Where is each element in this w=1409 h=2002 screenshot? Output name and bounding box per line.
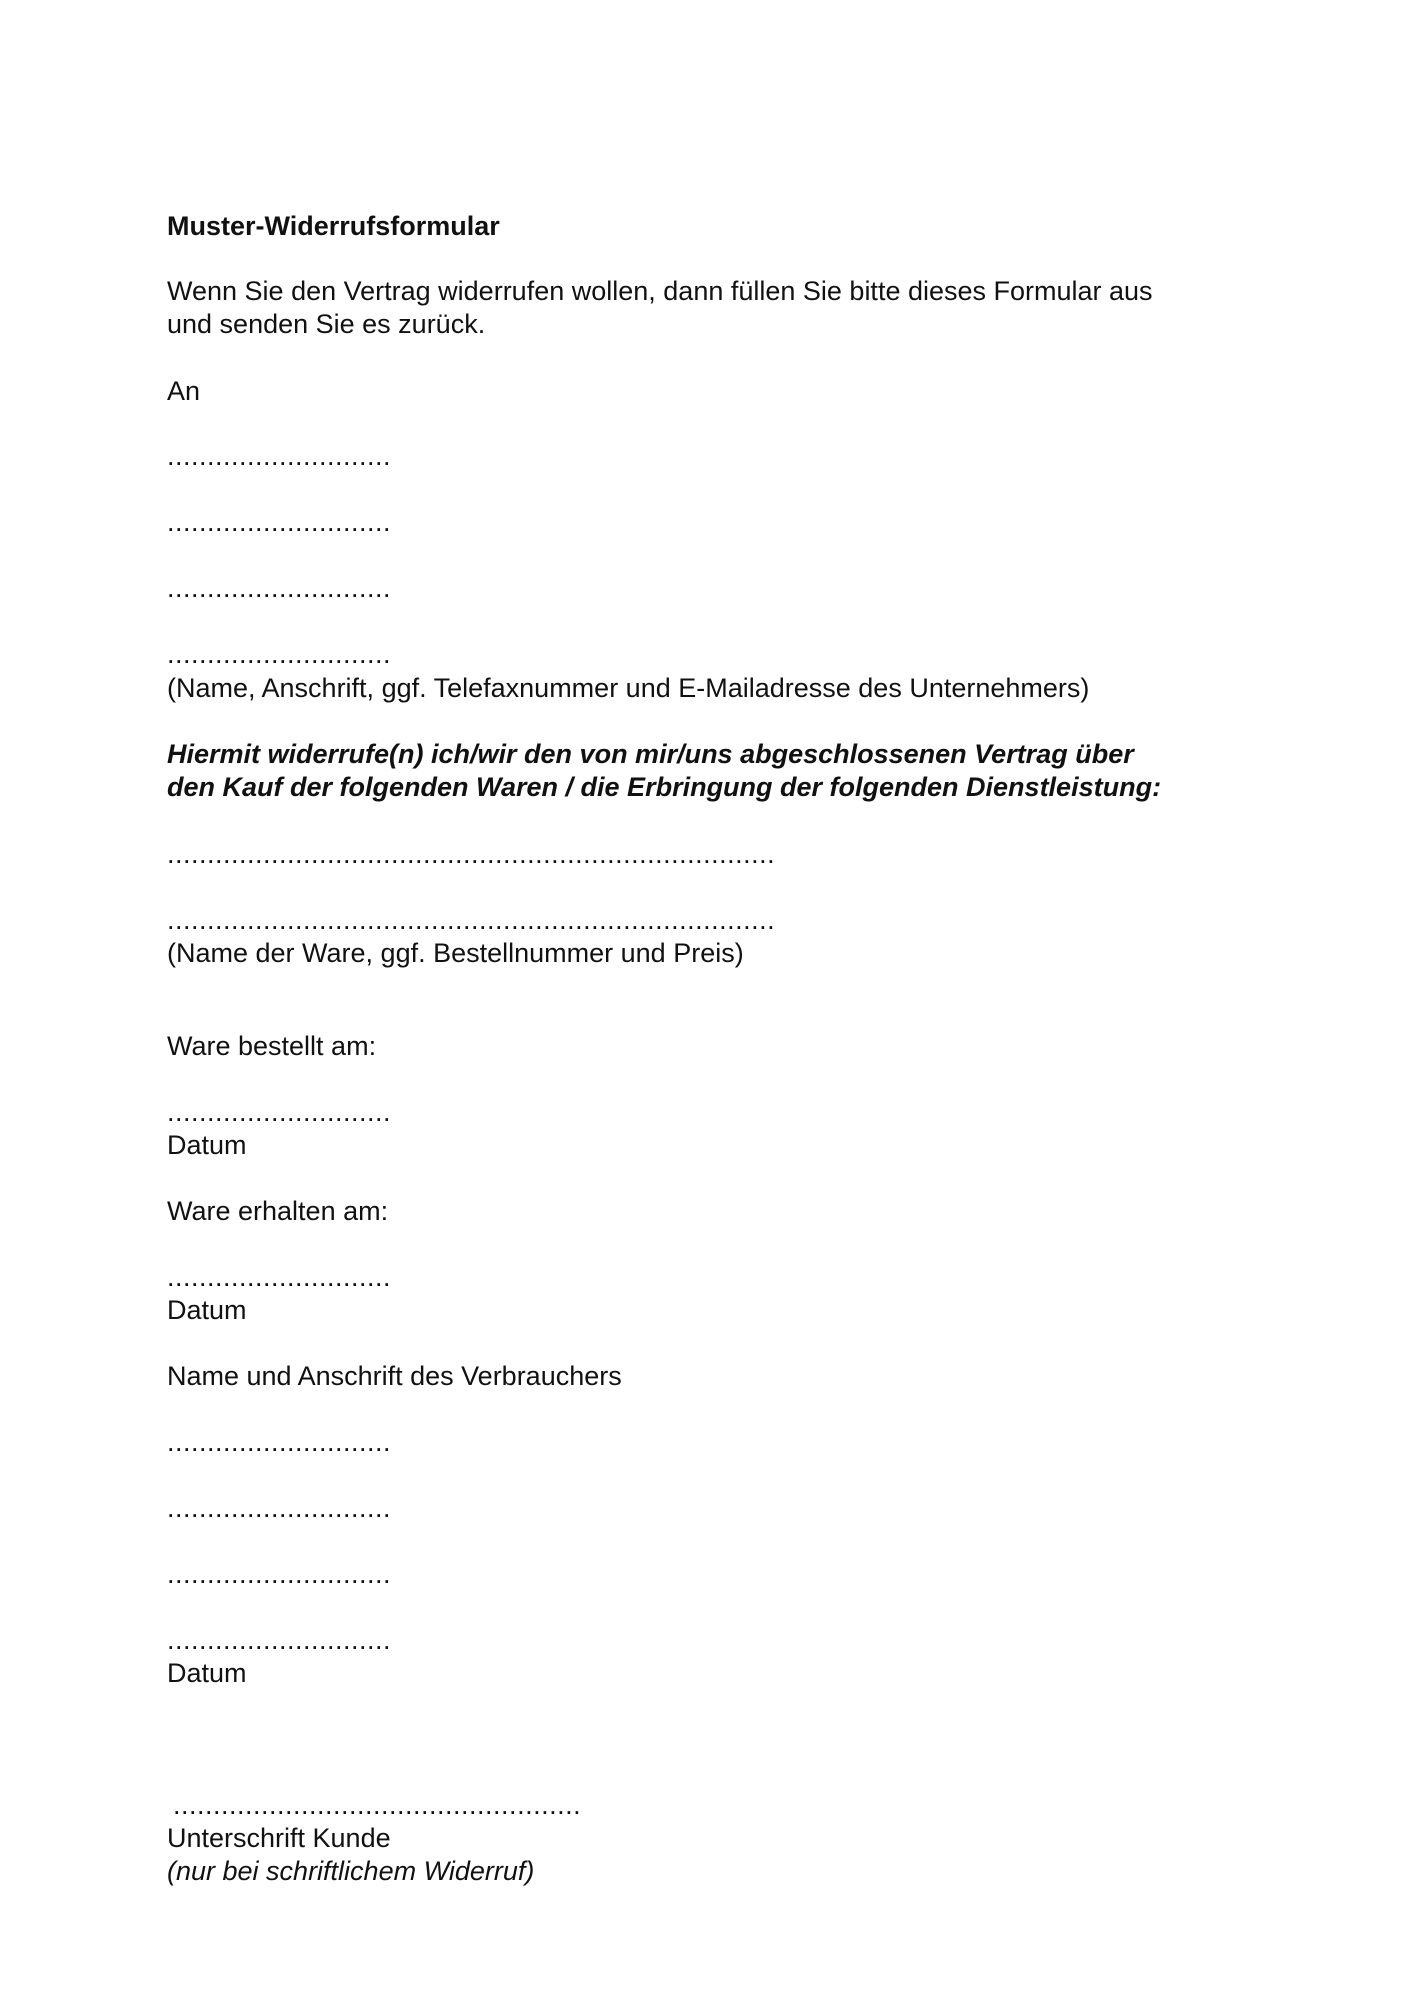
goods-line-2: ............................................................................ [167, 905, 776, 935]
recipient-line-4: ............................ [167, 639, 392, 669]
recipient-caption: (Name, Anschrift, ggf. Telefaxnummer und E-Mailadresse des Unternehmers) [167, 673, 1090, 703]
consumer-line-3: ............................ [167, 1559, 392, 1589]
intro-line-2: und senden Sie es zurück. [167, 309, 486, 339]
consumer-caption: Datum [167, 1658, 247, 1688]
consumer-line-4: ............................ [167, 1625, 392, 1655]
signature-note: (nur bei schriftlichem Widerruf) [167, 1856, 535, 1886]
recipient-line-3: ............................ [167, 573, 392, 603]
declaration-line-1: Hiermit widerrufe(n) ich/wir den von mir/uns abgeschlossenen Vertrag über [167, 739, 1134, 769]
recipient-label: An [167, 376, 201, 406]
document-title: Muster-Widerrufsformular [167, 211, 500, 241]
received-date-line: ............................ [167, 1262, 392, 1292]
consumer-line-2: ............................ [167, 1493, 392, 1523]
ordered-date-line: ............................ [167, 1097, 392, 1127]
signature-caption: Unterschrift Kunde [167, 1823, 391, 1853]
consumer-line-1: ............................ [167, 1427, 392, 1457]
goods-caption: (Name der Ware, ggf. Bestellnummer und Preis) [167, 938, 744, 968]
intro-line-1: Wenn Sie den Vertrag widerrufen wollen, dann füllen Sie bitte dieses Formular aus [167, 276, 1153, 306]
declaration-line-2: den Kauf der folgenden Waren / die Erbringung der folgenden Dienstleistung: [167, 772, 1162, 802]
consumer-label: Name und Anschrift des Verbrauchers [167, 1361, 622, 1391]
received-date-caption: Datum [167, 1295, 247, 1325]
ordered-label: Ware bestellt am: [167, 1031, 377, 1061]
recipient-line-2: ............................ [167, 507, 392, 537]
received-label: Ware erhalten am: [167, 1196, 389, 1226]
goods-line-1: ............................................................................ [167, 839, 776, 869]
ordered-date-caption: Datum [167, 1130, 247, 1160]
signature-line: ................................................... [173, 1790, 582, 1820]
recipient-line-1: ............................ [167, 441, 392, 471]
